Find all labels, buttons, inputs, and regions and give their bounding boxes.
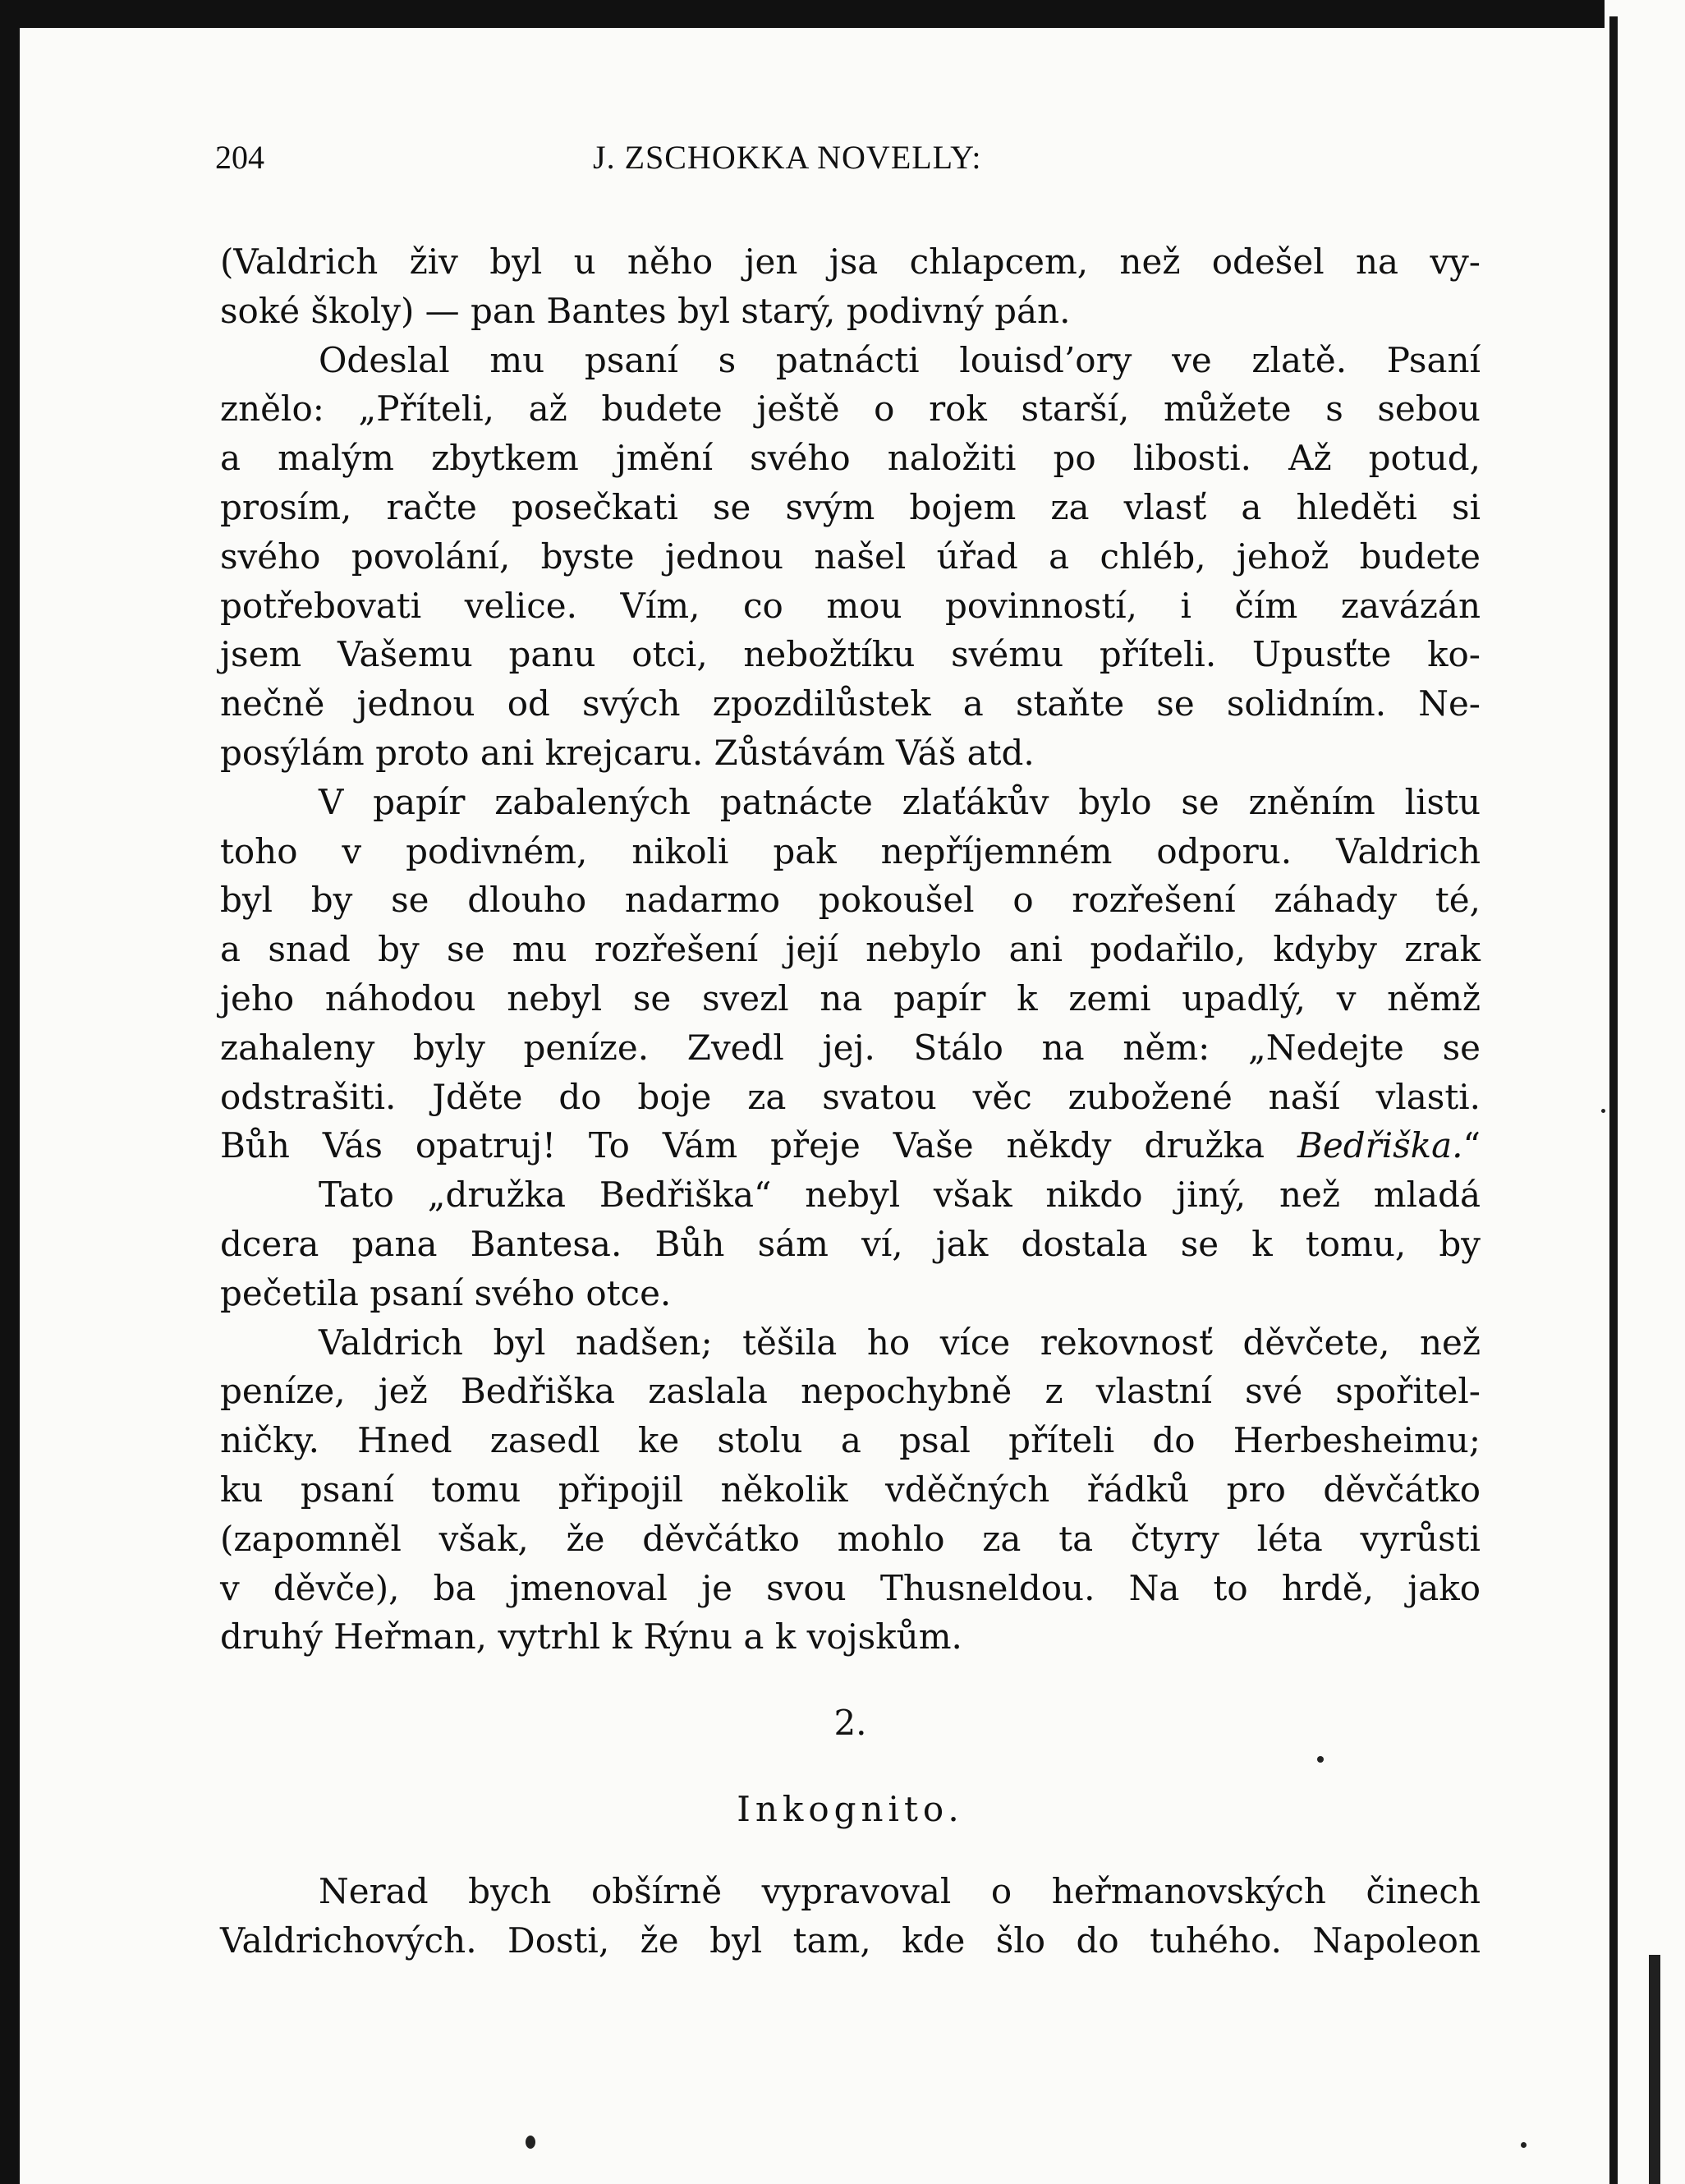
text-line: (zapomněl však, že děvčátko mohlo za ta čtyry léta vyrůsti — [220, 1518, 1481, 1559]
text-fragment: Bůh Vás opatruj! To Vám přeje Vaše někdy družka — [220, 1125, 1297, 1166]
ink-speck — [1521, 2142, 1527, 2148]
text-line: Nerad bych obšírně vypravoval o heřmanovských činech — [319, 1870, 1481, 1911]
text-line: v děvče), ba jmenoval je svou Thusneldou. Na to hrdě, jako — [220, 1567, 1481, 1608]
text-line: ku psaní tomu připojil několik vděčných řádků pro děvčátko — [220, 1469, 1481, 1510]
text-line: potřebovati velice. Vím, co mou povinností, i čím zavázán — [220, 585, 1481, 626]
text-line: Tato „družka Bedřiška“ nebyl však nikdo jiný, než mladá — [319, 1175, 1481, 1216]
ink-speck — [1317, 1756, 1324, 1763]
chapter-number: 2. — [833, 1703, 867, 1744]
text-line: druhý Heřman, vytrhl k Rýnu a k vojskům. — [220, 1616, 962, 1658]
ink-speck — [526, 2136, 535, 2149]
binding-edge-shadow-lower — [1649, 1955, 1660, 2184]
spacer — [220, 1834, 1481, 1867]
text-line: pečetila psaní svého otce. — [220, 1272, 672, 1313]
text-line: ničky. Hned zasedl ke stolu a psal příteli do Herbesheimu; — [220, 1420, 1481, 1461]
text-line: byl by se dlouho nadarmo pokoušel o rozřešení záhady té, — [220, 880, 1481, 921]
text-line: dcera pana Bantesa. Bůh sám ví, jak dostala se k tomu, by — [220, 1223, 1481, 1264]
text-line: Valdrichových. Dosti, že byl tam, kde šlo do tuhého. Napoleon — [220, 1920, 1481, 1961]
text-line: Odeslal mu psaní s patnácti louisd’ory ve zlatě. Psaní — [319, 339, 1481, 380]
text-line: odstrašiti. Jděte do boje za svatou věc zubožené naší vlasti. — [220, 1076, 1481, 1117]
text-line: (Valdrich živ byl u něho jen jsa chlapcem, než odešel na vy- — [220, 241, 1481, 282]
signature-bedriska: Bedřiška. — [1297, 1125, 1463, 1166]
text-line: nečně jednou od svých zpozdilůstek a staňte se solidním. Ne- — [220, 683, 1481, 724]
ink-speck — [1601, 1109, 1605, 1113]
chapter-title: Inkognito. — [737, 1788, 964, 1829]
text-line: toho v podivném, nikoli pak nepříjemném odporu. Valdrich — [220, 830, 1481, 871]
text-line: prosím, račte posečkati se svým bojem za vlasť a hleděti si — [220, 486, 1481, 527]
text-line: jsem Vašemu panu otci, nebožtíku svému příteli. Upusťte ko- — [220, 634, 1481, 675]
text-line: znělo: „Příteli, až budete ještě o rok starší, můžete s sebou — [220, 389, 1481, 430]
text-line: V papír zabalených patnácte zlaťákův bylo se zněním listu — [319, 781, 1481, 822]
spacer — [220, 1662, 1481, 1699]
text-line: jeho náhodou nebyl se svezl na papír k zemi upadlý, v němž — [220, 977, 1481, 1018]
spacer — [220, 1748, 1481, 1785]
text-line: svého povolání, byste jednou našel úřad a chléb, jehož budete — [220, 536, 1481, 577]
text-line: soké školy) — pan Bantes byl starý, podivný pán. — [220, 290, 1071, 331]
running-head: J. ZSCHOKKA NOVELLY: — [593, 139, 982, 176]
text-line: zahaleny byly peníze. Zvedl jej. Stálo na něm: „Nedejte se — [220, 1027, 1481, 1068]
text-line: a snad by se mu rozřešení její nebylo ani podařilo, kdyby zrak — [220, 929, 1481, 970]
text-line: Valdrich byl nadšen; těšila ho více rekovnosť děvčete, než — [319, 1322, 1481, 1363]
body-text — [220, 237, 1481, 1965]
text-line: peníze, jež Bedřiška zaslala nepochybně z vlastní své spořitel- — [220, 1371, 1481, 1412]
text-line: a malým zbytkem jmění svého naložiti po libosti. Až potud, — [220, 438, 1481, 479]
binding-edge-shadow — [1609, 16, 1618, 2184]
page-number: 204 — [215, 139, 264, 176]
closing-quote: “ — [1462, 1125, 1481, 1166]
text-line: posýlám proto ani krejcaru. Zůstávám Váš atd. — [220, 732, 1035, 773]
text-line-with-signature — [220, 1121, 1481, 1170]
